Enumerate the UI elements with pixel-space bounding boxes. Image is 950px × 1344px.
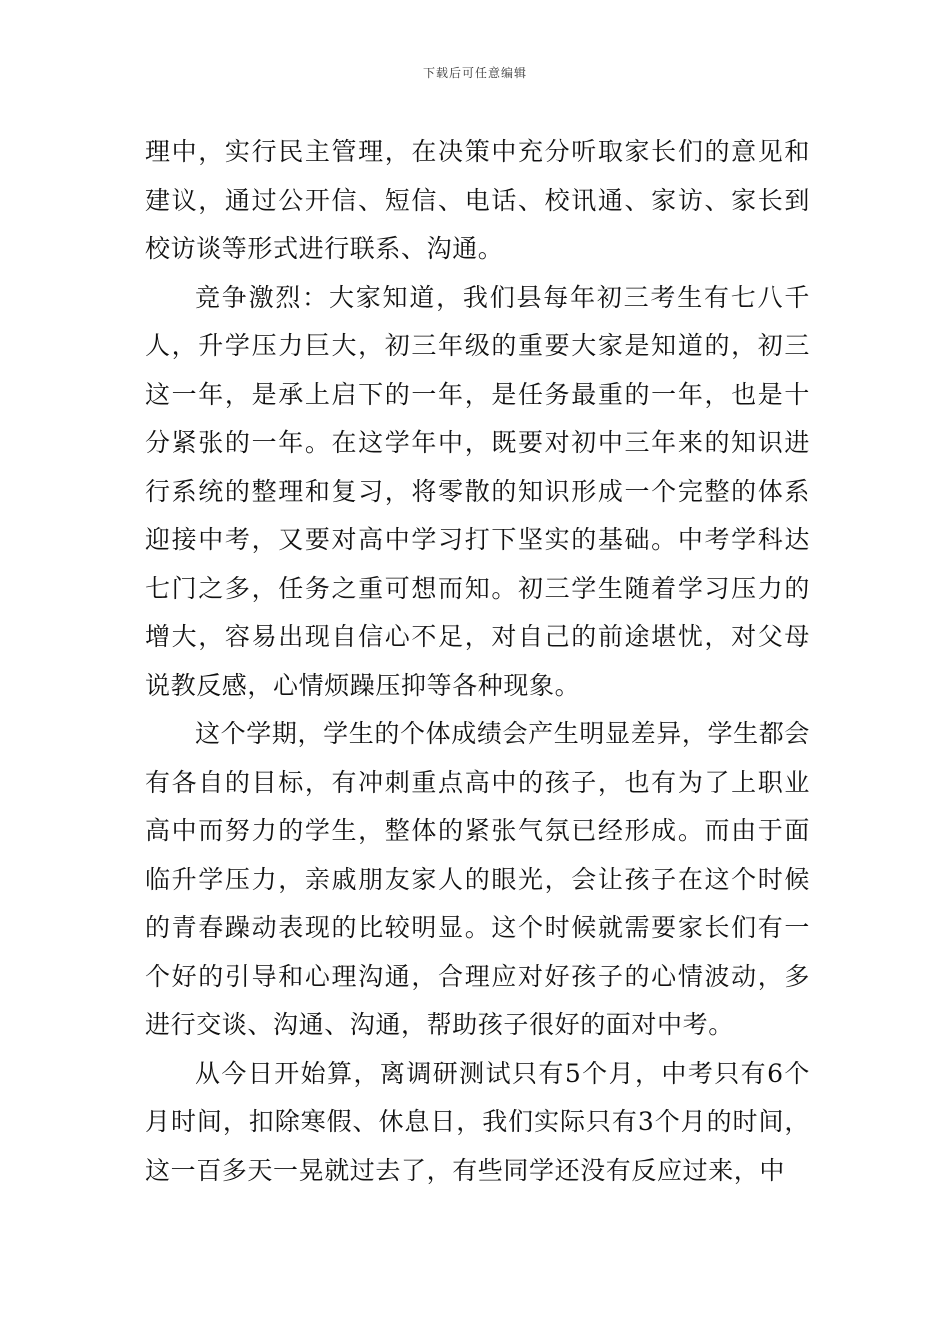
page-header: 下载后可任意编辑	[422, 66, 527, 80]
paragraph-competition: 竞争激烈：大家知道，我们县每年初三考生有七八千人，升学压力巨大，初三年级的重要大家是知道的，初三这一年，是承上启下的一年，是任务最重的一年，也是十分紧张的一年。在这学年中，既要对初中三年来的知识进行系统的整理和复习，将零散的知识形成一个完整的体系迎接中考，又要对高中学习打下坚实的基础。中考学科达七门之多，任务之重可想而知。初三学生随着学习压力的增大，容易出现自信心不足，对自己的前途堪忧，对父母说教反感，心情烦躁压抑等各种现象。	[145, 282, 810, 700]
paragraph-continued: 理中，实行民主管理，在决策中充分听取家长们的意见和建议，通过公开信、短信、电话、校讯通、家访、家长到校访谈等形式进行联系、沟通。	[145, 137, 810, 263]
paragraph-countdown: 从今日开始算，离调研测试只有5个月，中考只有6个月时间，扣除寒假、休息日，我们实际只有3个月的时间，这一百多天一晃就过去了，有些同学还没有反应过来，中	[145, 1058, 810, 1185]
document-body	[145, 128, 810, 1195]
paragraph-semester: 这个学期，学生的个体成绩会产生明显差异，学生都会有各自的目标，有冲刺重点高中的孩子，也有为了上职业高中而努力的学生，整体的紧张气氛已经形成。而由于面临升学压力，亲戚朋友家人的眼光，会让孩子在这个时候的青春躁动表现的比较明显。这个时候就需要家长们有一个好的引导和心理沟通，合理应对好孩子的心情波动，多进行交谈、沟通、沟通，帮助孩子很好的面对中考。	[145, 719, 810, 1039]
